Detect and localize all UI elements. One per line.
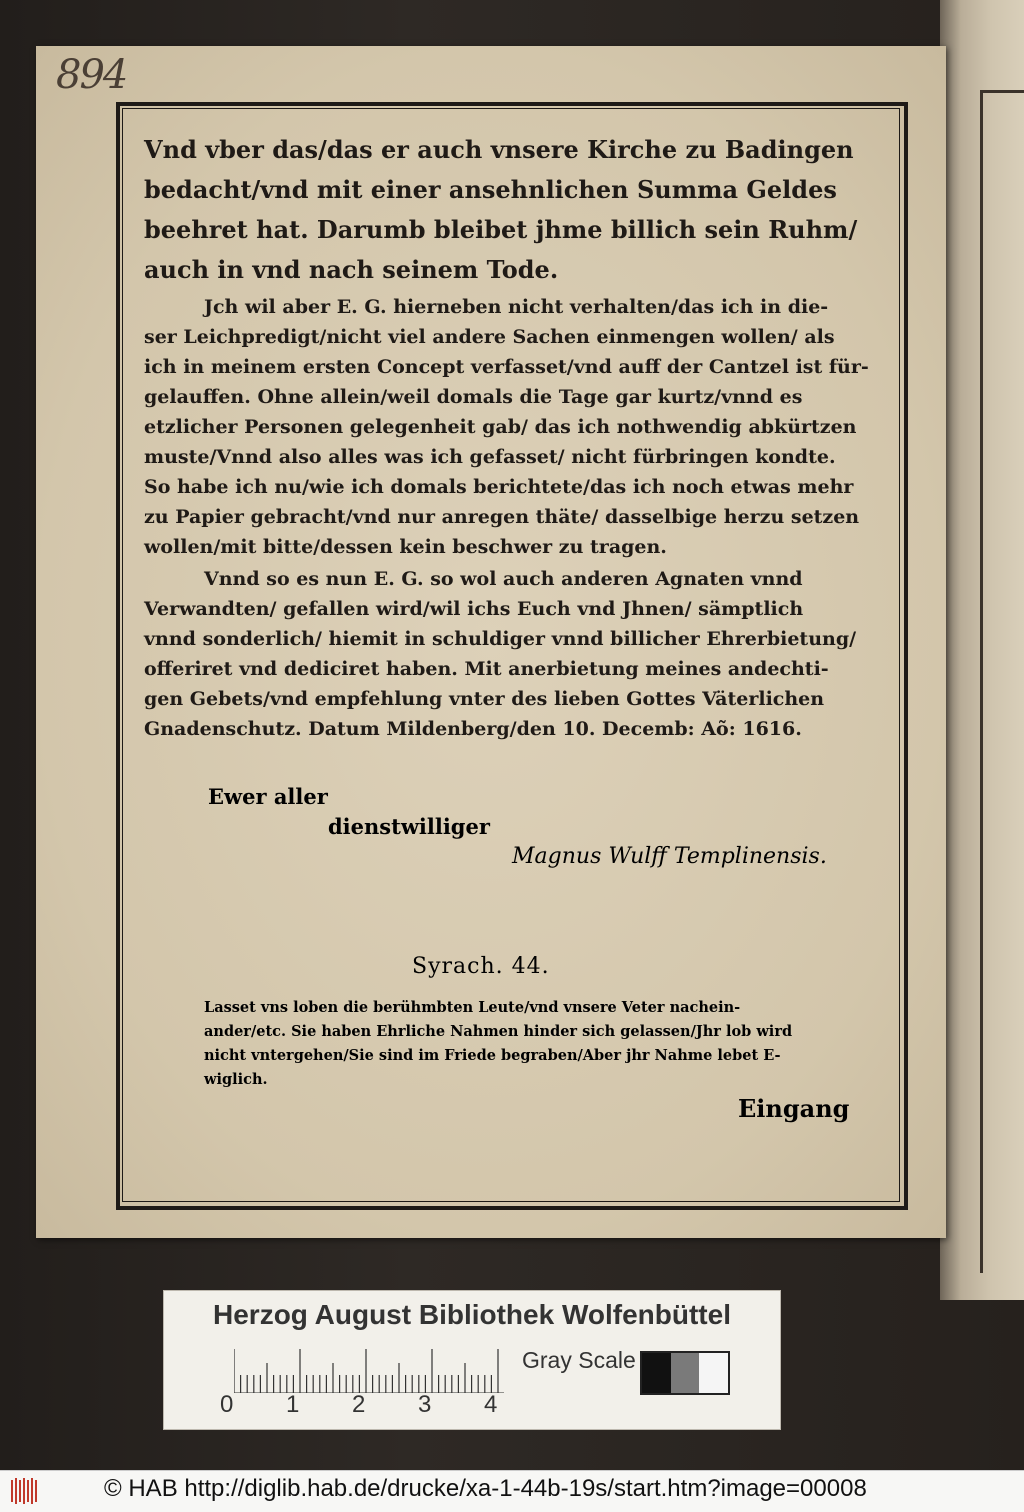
swatch-light — [699, 1353, 728, 1393]
heading-paragraph — [144, 130, 856, 290]
text-line: wollen/mit bitte/dessen kein beschwer zu tragen. — [144, 536, 667, 558]
body-text — [144, 130, 869, 744]
heading-line: Vnd vber das/das er auch vnsere Kirche zu Badingen — [144, 135, 854, 164]
text-line: ser Leichpredigt/nicht viel andere Sachen einmengen wollen/ als — [144, 326, 835, 348]
text-line: ich in meinem ersten Concept verfasset/vnd auff der Cantzel ist für- — [144, 356, 869, 378]
ruler-number: 0 — [220, 1391, 234, 1418]
text-line: offeriret vnd dediciret haben. Mit anerbietung meines andechti- — [144, 658, 829, 680]
ruler-number: 2 — [352, 1391, 366, 1418]
footer-url[interactable]: © HAB http://diglib.hab.de/drucke/xa-1-44b-19s/start.htm?image=00008 — [104, 1475, 867, 1502]
signature-line-1: Ewer aller — [208, 784, 328, 809]
quote-line: wiglich. — [204, 1071, 268, 1088]
text-line: etzlicher Personen gelegenheit gab/ das ich nothwendig abkürtzen — [144, 416, 857, 438]
color-target-card — [163, 1290, 781, 1430]
swatch-mid — [671, 1353, 700, 1393]
ruler-scale — [234, 1349, 514, 1393]
quote-line: ander/etc. Sie haben Ehrliche Nahmen hinder sich gelassen/Jhr lob wird — [204, 1023, 793, 1040]
heading-line: bedacht/vnd mit einer ansehnlichen Summa Geldes — [144, 175, 837, 204]
signature-name: Magnus Wulff Templinensis. — [512, 844, 827, 869]
swatch-dark — [642, 1353, 671, 1393]
facing-page-edge — [940, 0, 1024, 1300]
text-line: zu Papier gebracht/vnd nur anregen thäte/ dasselbige herzu setzen — [144, 506, 860, 528]
signature-line-2: dienstwilliger — [328, 814, 490, 839]
hab-logo-icon — [10, 1477, 40, 1505]
syrach-title: Syrach. 44. — [412, 954, 550, 979]
text-line: Jch wil aber E. G. hierneben nicht verhalten/das ich in die- — [204, 296, 829, 318]
heading-line: auch in vnd nach seinem Tode. — [144, 255, 559, 284]
text-line: gelauffen. Ohne allein/weil domals die Tage gar kurtz/vnnd es — [144, 386, 803, 408]
gray-scale-label: Gray Scale — [522, 1347, 636, 1373]
text-line: So habe ich nu/wie ich domals berichtete/das ich noch etwas mehr — [144, 476, 854, 498]
folio-number: 894 — [56, 52, 127, 98]
text-line: muste/Vnnd also alles was ich gefasset/ nicht fürbringen kondte. — [144, 446, 836, 468]
footer-bar — [0, 1470, 1024, 1512]
syrach-quote — [204, 996, 864, 1092]
text-line: vnnd sonderlich/ hiemit in schuldiger vnnd billicher Ehrerbietung/ — [144, 628, 857, 650]
ruler-number: 3 — [418, 1391, 432, 1418]
text-line: Gnadenschutz. Datum Mildenberg/den 10. Decemb: Aõ: 1616. — [144, 718, 802, 740]
ruler-number: 4 — [484, 1391, 498, 1418]
paragraph-2 — [144, 564, 856, 744]
heading-line: beehret hat. Darumb bleibet jhme billich sein Ruhm/ — [144, 215, 858, 244]
text-line: Verwandten/ gefallen wird/wil ichs Euch vnd Jhnen/ sämptlich — [144, 598, 804, 620]
paragraph-1 — [144, 292, 869, 562]
quote-line: Lasset vns loben die berühmbten Leute/vnd vnsere Veter nachein- — [204, 999, 741, 1016]
gray-scale-swatches — [640, 1351, 730, 1395]
text-line: gen Gebets/vnd empfehlung vnter des lieben Gottes Väterlichen — [144, 688, 825, 710]
facing-page-frame — [980, 90, 1024, 1273]
library-name: Herzog August Bibliothek Wolfenbüttel — [213, 1299, 731, 1330]
text-line: Vnnd so es nun E. G. so wol auch anderen Agnaten vnnd — [204, 568, 803, 590]
catchword: Eingang — [738, 1094, 850, 1123]
document-page — [36, 46, 946, 1238]
quote-line: nicht vntergehen/Sie sind im Friede begraben/Aber jhr Nahme lebet E- — [204, 1047, 781, 1064]
ruler-number: 1 — [286, 1391, 300, 1418]
